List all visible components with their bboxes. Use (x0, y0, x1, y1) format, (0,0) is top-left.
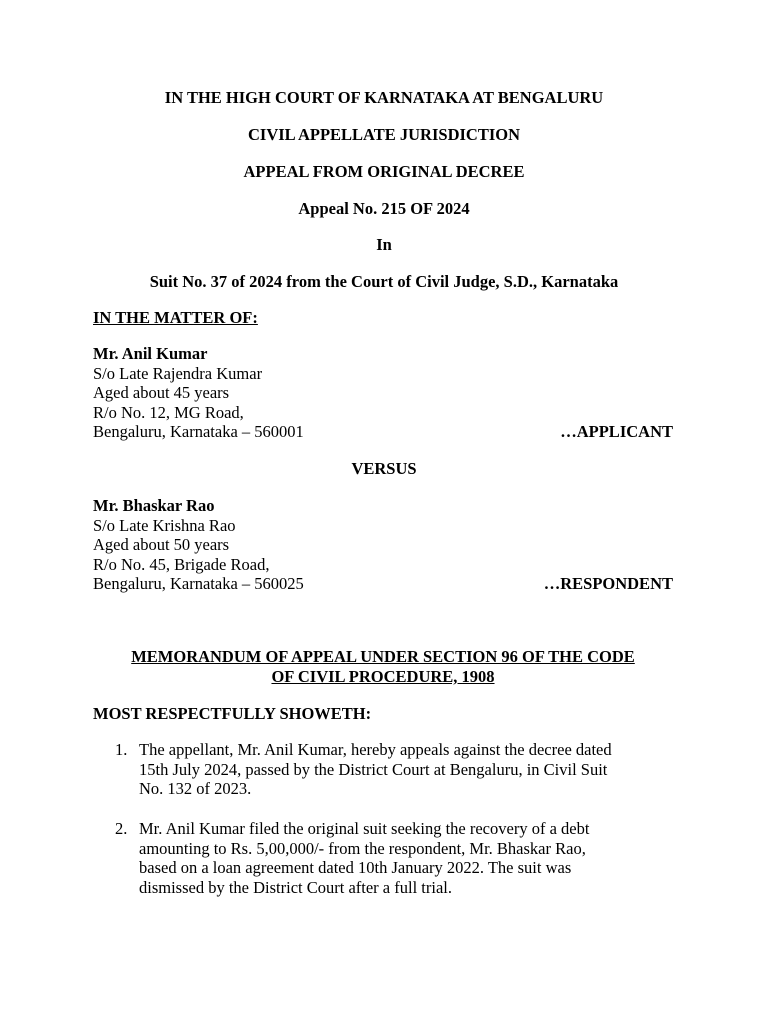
versus-label: VERSUS (351, 459, 417, 478)
applicant-city-line (93, 422, 673, 442)
paragraph-line: based on a loan agreement dated 10th January 2022. The suit was (139, 858, 572, 878)
respondent-parentage: S/o Late Krishna Rao (93, 515, 236, 535)
paragraph-text (139, 740, 679, 799)
applicant-name: Mr. Anil Kumar (93, 344, 208, 363)
appeal-type-title: APPEAL FROM ORIGINAL DECREE (243, 162, 525, 181)
paragraph-line: Mr. Anil Kumar filed the original suit seeking the recovery of a debt (139, 819, 590, 838)
memorandum-line-2: OF CIVIL PROCEDURE, 1908 (271, 667, 495, 686)
paragraph-line: amounting to Rs. 5,00,000/- from the respondent, Mr. Bhaskar Rao, (139, 838, 586, 858)
in-label: In (376, 235, 392, 254)
paragraph-text (139, 819, 679, 897)
memorandum-line-1: MEMORANDUM OF APPEAL UNDER SECTION 96 OF THE CODE (131, 647, 635, 666)
respondent-block (93, 496, 673, 594)
applicant-address: R/o No. 12, MG Road, (93, 402, 244, 422)
paragraph-number: 2. (115, 819, 128, 838)
applicant-block (93, 344, 673, 442)
applicant-city: Bengaluru, Karnataka – 560001 (93, 422, 304, 442)
showeth-heading: MOST RESPECTFULLY SHOWETH: (93, 704, 372, 723)
court-title: IN THE HIGH COURT OF KARNATAKA AT BENGALURU (164, 88, 604, 107)
applicant-age: Aged about 45 years (93, 383, 230, 403)
applicant-parentage: S/o Late Rajendra Kumar (93, 363, 263, 383)
applicant-role: …APPLICANT (560, 422, 673, 442)
respondent-age: Aged about 50 years (93, 535, 230, 555)
respondent-role: …RESPONDENT (543, 574, 673, 594)
appeal-number: Appeal No. 215 OF 2024 (298, 199, 470, 218)
matter-heading: IN THE MATTER OF: (93, 308, 258, 327)
paragraph-line: No. 132 of 2023. (139, 779, 252, 799)
paragraph-line: The appellant, Mr. Anil Kumar, hereby appeals against the decree dated (139, 740, 612, 759)
respondent-city: Bengaluru, Karnataka – 560025 (93, 574, 304, 594)
paragraph-line: 15th July 2024, passed by the District Court at Bengaluru, in Civil Suit (139, 759, 608, 779)
respondent-address: R/o No. 45, Brigade Road, (93, 554, 270, 574)
paragraph-number: 1. (115, 740, 128, 759)
jurisdiction-title: CIVIL APPELLATE JURISDICTION (247, 125, 520, 144)
respondent-city-line (93, 574, 673, 594)
matter-heading-block (93, 308, 673, 328)
showeth-block (93, 704, 673, 724)
respondent-name: Mr. Bhaskar Rao (93, 496, 215, 515)
suit-reference: Suit No. 37 of 2024 from the Court of Civil Judge, S.D., Karnataka (149, 272, 619, 291)
memorandum-title (93, 647, 673, 687)
paragraph-line: dismissed by the District Court after a full trial. (139, 877, 452, 897)
